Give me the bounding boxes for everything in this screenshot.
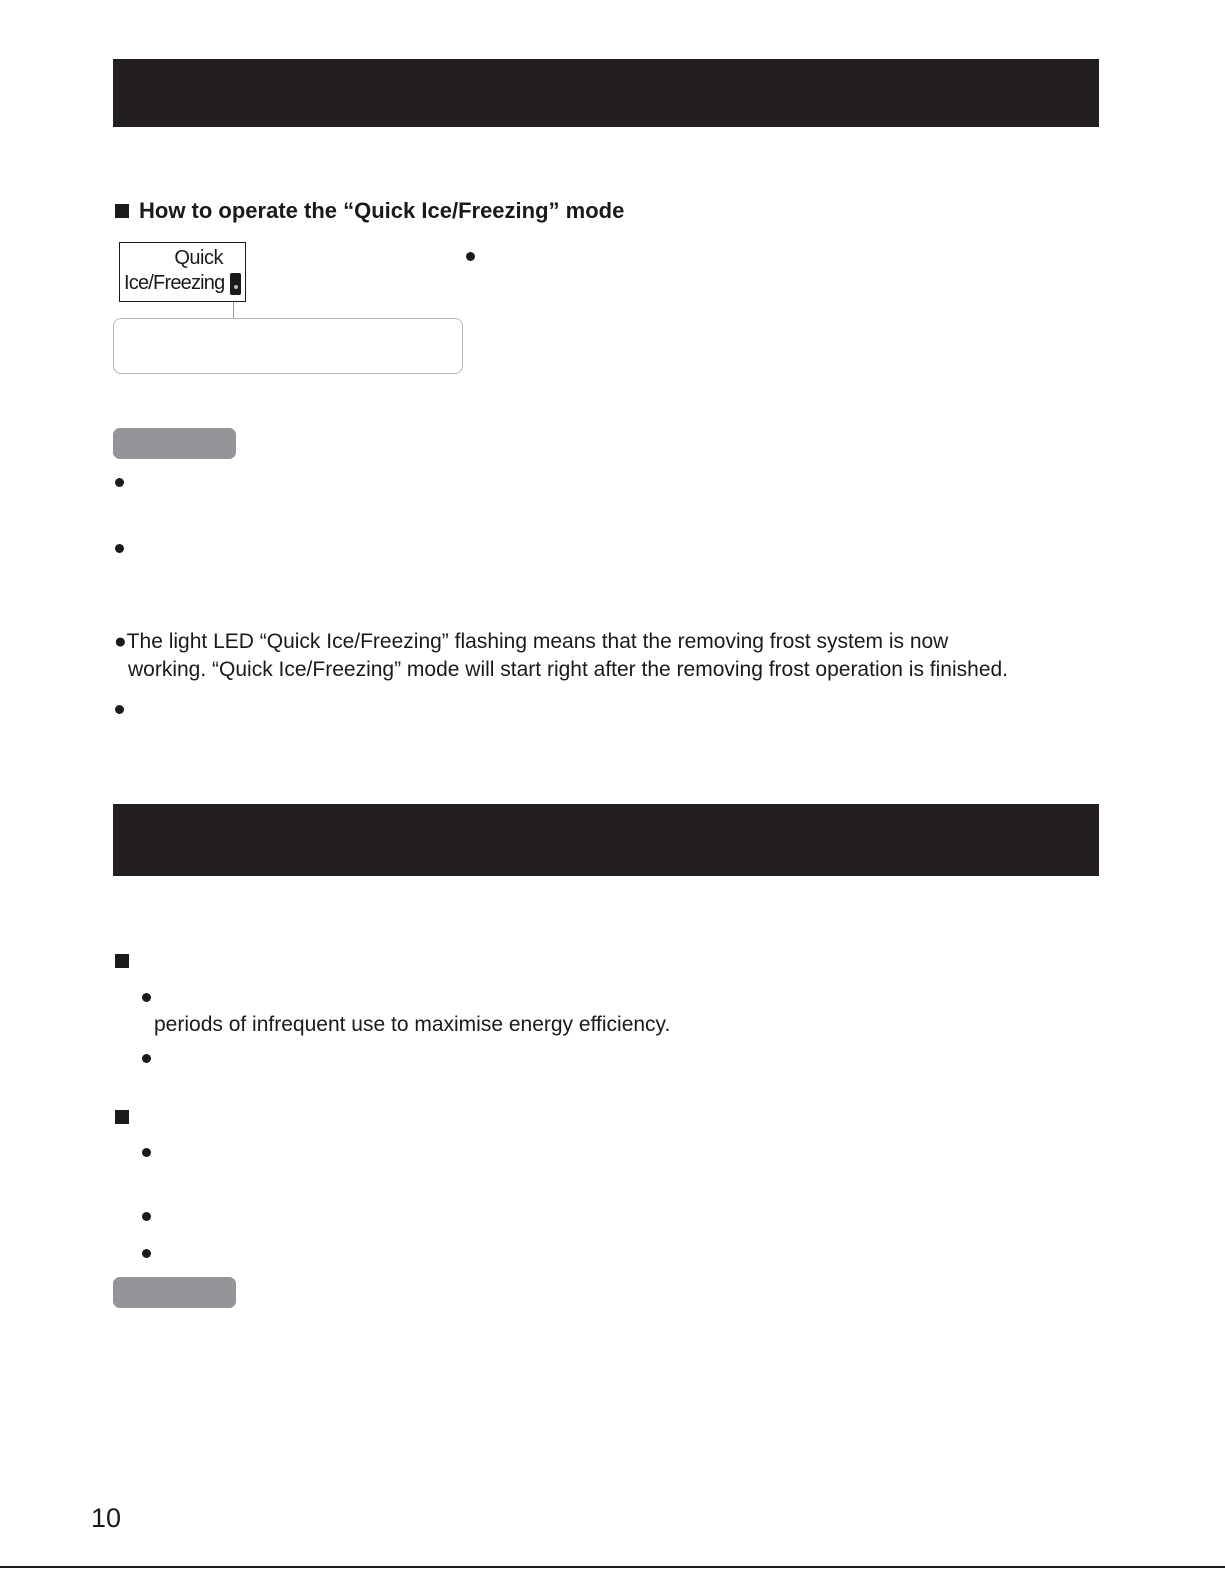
bullet-dot-icon bbox=[115, 705, 124, 714]
bullet-dot-icon bbox=[115, 478, 124, 487]
section-heading-quick-ice: How to operate the “Quick Ice/Freezing” mode bbox=[139, 198, 625, 223]
led-indicator-icon bbox=[230, 273, 241, 295]
section-header-bar-1 bbox=[113, 59, 1099, 127]
energy-efficiency-text: periods of infrequent use to maximise energy efficiency. bbox=[154, 1013, 671, 1036]
note-label-pill bbox=[113, 1277, 236, 1308]
bullet-dot-icon bbox=[142, 1148, 151, 1157]
bullet-dot-icon bbox=[466, 252, 475, 261]
bullet-dot-icon bbox=[142, 1249, 151, 1258]
bullet-dot-icon bbox=[115, 544, 124, 553]
callout-leader-line bbox=[233, 302, 234, 319]
control-panel-button bbox=[119, 242, 246, 302]
page-number: 10 bbox=[91, 1503, 122, 1533]
panel-label-ice-freezing: Ice/Freezing bbox=[124, 272, 225, 294]
callout-box bbox=[113, 318, 463, 374]
panel-label-quick: Quick bbox=[174, 247, 223, 269]
note-led-flashing-line1: ●The light LED “Quick Ice/Freezing” flashing means that the removing frost system is now bbox=[114, 630, 949, 653]
square-bullet-icon bbox=[115, 1110, 129, 1124]
square-bullet-icon bbox=[115, 954, 129, 968]
note-led-flashing-line2: working. “Quick Ice/Freezing” mode will start right after the removing frost operation is finished. bbox=[128, 658, 1009, 681]
bullet-dot-icon bbox=[142, 1054, 151, 1063]
note-label-pill bbox=[113, 428, 236, 459]
square-bullet-icon bbox=[115, 204, 129, 218]
bullet-dot-icon bbox=[142, 1212, 151, 1221]
section-header-bar-2 bbox=[113, 804, 1099, 876]
bottom-rule bbox=[0, 1566, 1225, 1568]
bullet-dot-icon bbox=[142, 993, 151, 1002]
